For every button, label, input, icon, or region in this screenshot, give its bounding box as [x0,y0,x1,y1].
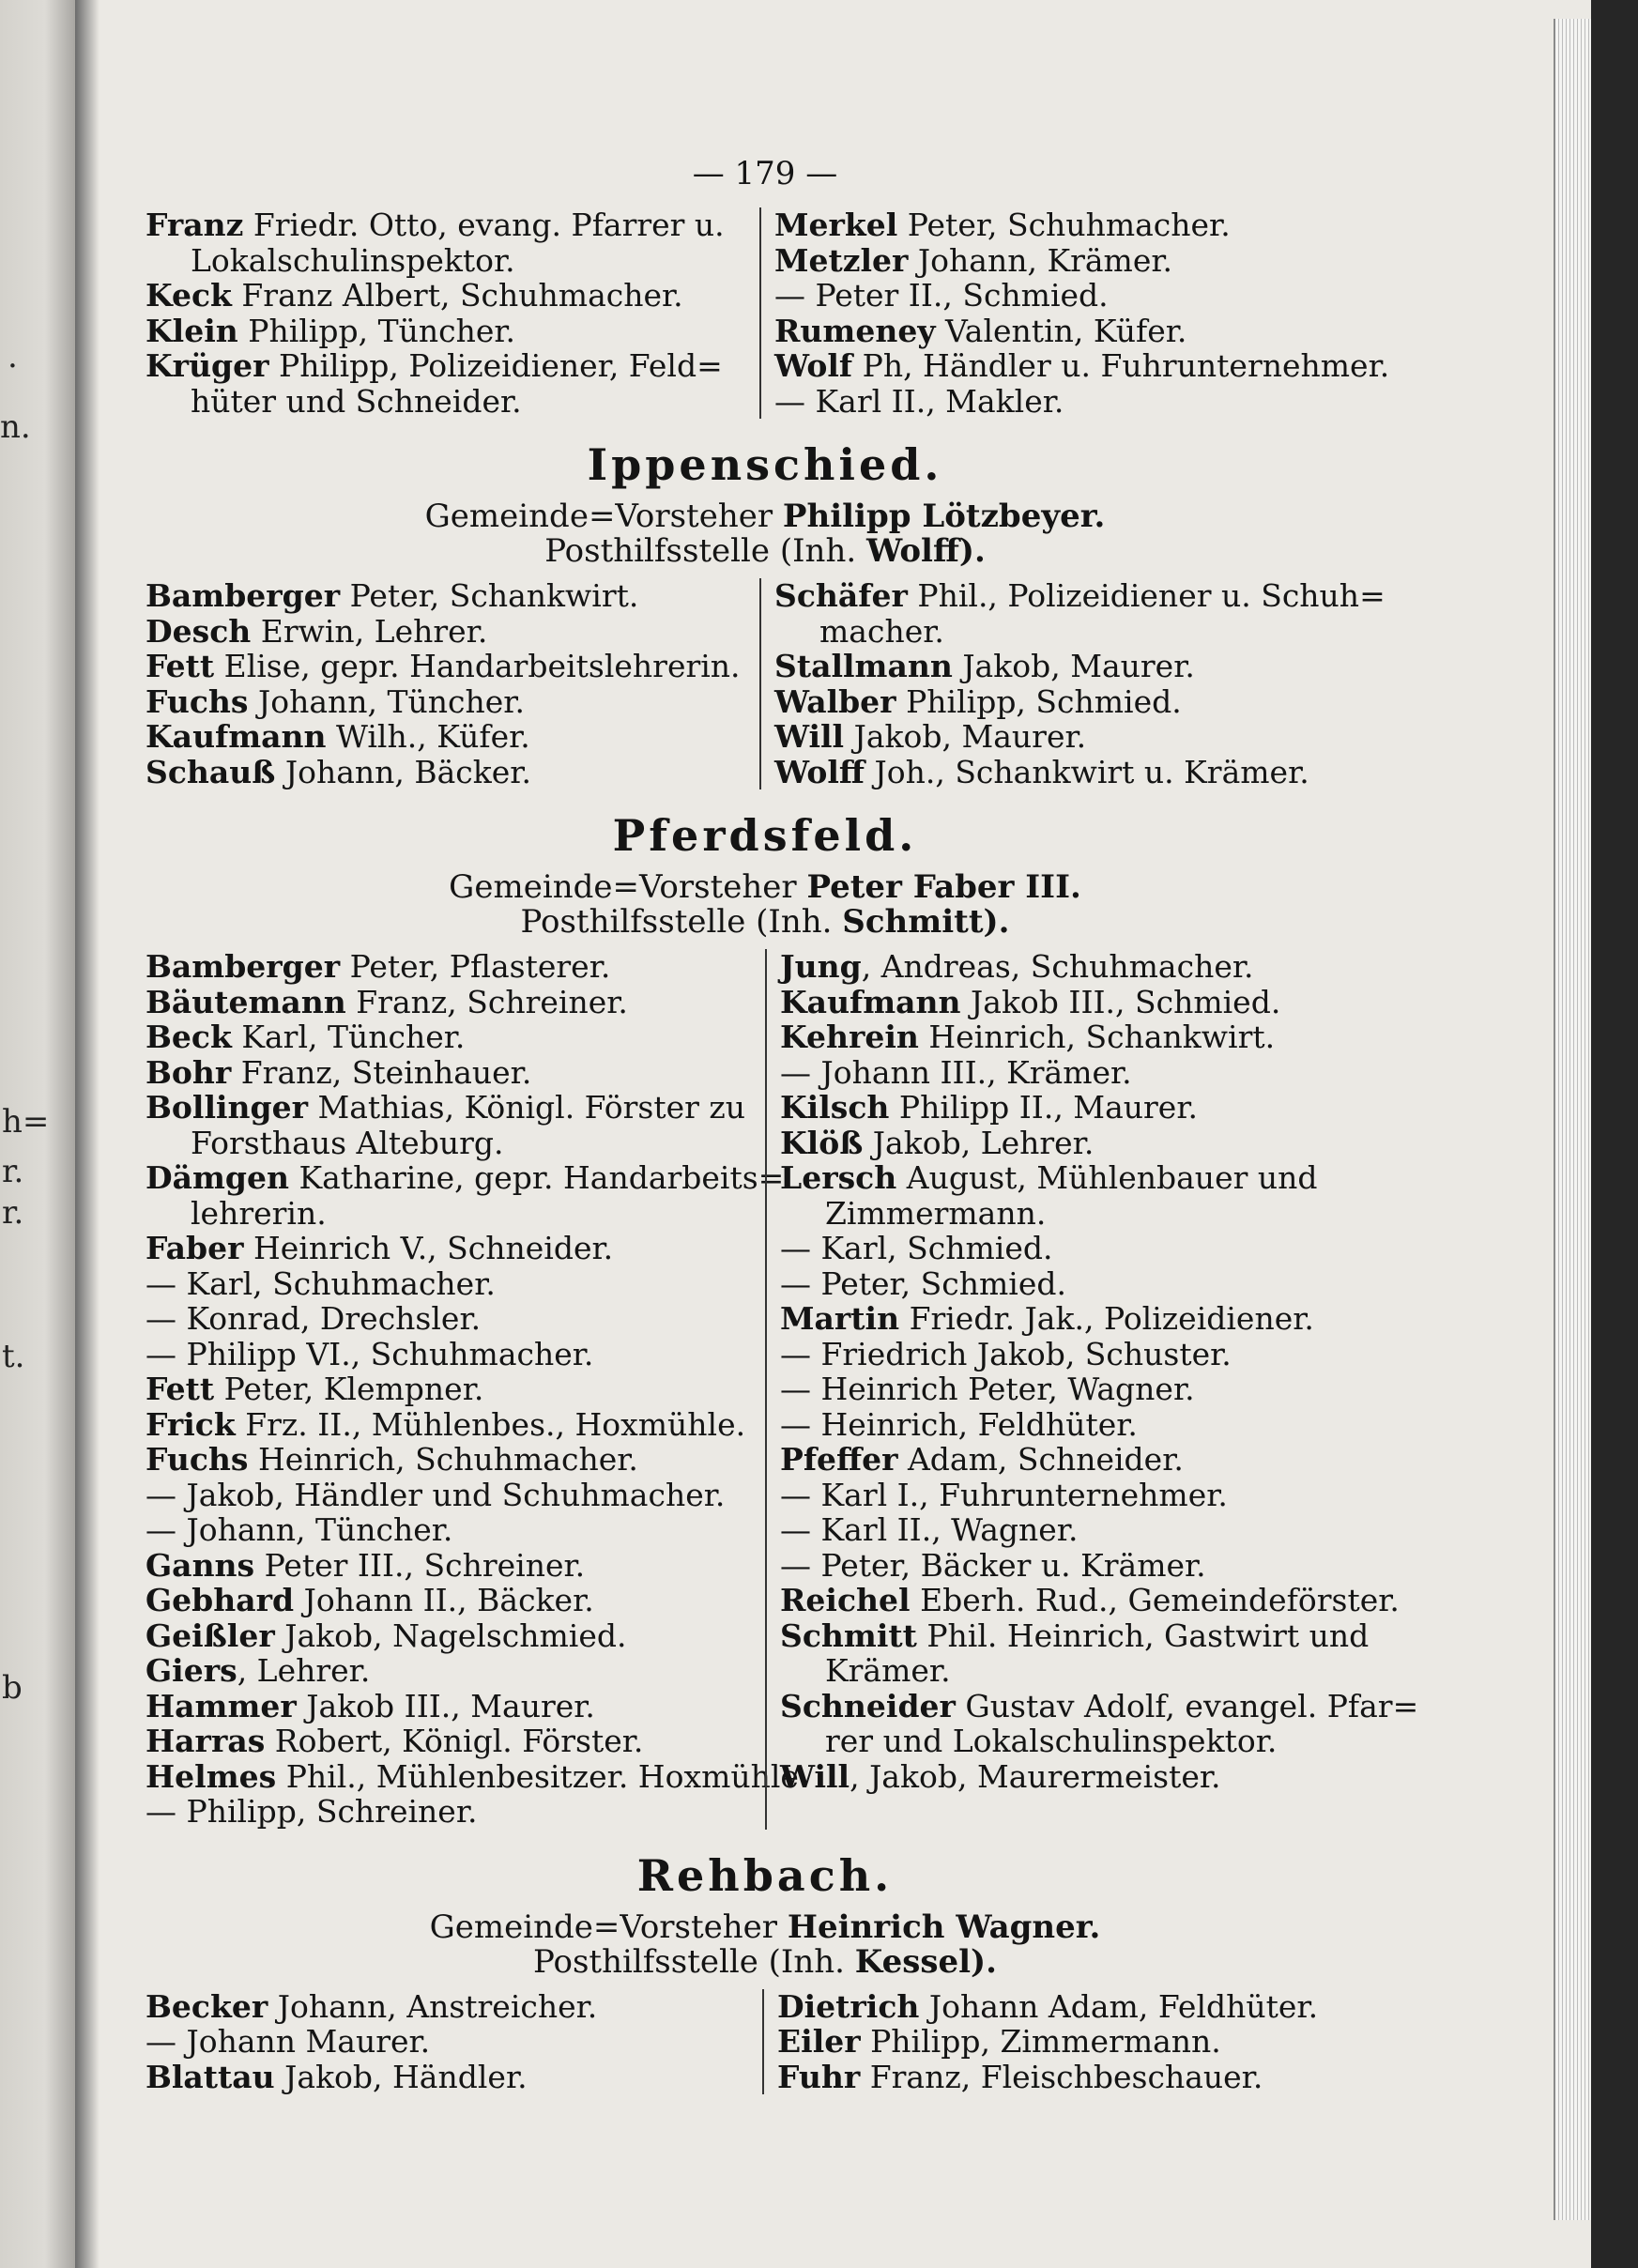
directory-entry [145,384,750,420]
entry-surname: Lersch [780,1159,897,1196]
directory-entry [145,1231,756,1266]
entry-details: Philipp, Zimmermann. [860,2023,1221,2060]
entry-details: , Jakob, Maurermeister. [850,1757,1221,1795]
directory-entry [145,1757,799,1795]
entry-details: Johann, Tüncher. [248,682,525,720]
entry-details: Jakob, Händler. [274,2058,528,2095]
residents-columns [145,578,1385,789]
directory-entry [774,755,1385,790]
entry-surname: Frick [145,1405,236,1443]
directory-entry [774,649,1385,684]
entry-surname: Fett [145,648,215,684]
residents-right-column [765,948,1419,1830]
entry-surname: Hammer [145,1687,297,1724]
directory-entry [780,1687,1419,1724]
entry-details: , Lehrer. [237,1652,371,1689]
directory-entry [145,314,750,349]
entry-surname: Krüger [145,347,269,384]
entry-details: — Jakob, Händler und Schuhmacher. [145,1476,726,1513]
entry-surname: Harras [145,1723,266,1759]
prev-page-fragment: . [8,338,18,375]
entry-details: Elise, gepr. Handarbeitslehrerin. [214,648,741,684]
entry-details: — Johann III., Krämer. [780,1053,1132,1091]
entry-surname: Becker [145,1987,268,2025]
entry-details: — Karl, Schuhmacher. [145,1264,496,1302]
entry-surname: Beck [145,1019,232,1055]
entry-details: Mathias, Königl. Förster zu [307,1089,746,1126]
entry-details: Philipp, Schmied. [896,682,1182,720]
directory-entry [145,1548,756,1584]
entry-details: Johann, Krämer. [908,241,1173,279]
directory-entry [777,2060,1385,2095]
directory-entry [780,1196,1390,1232]
entry-details: Katharine, gepr. Handarbeits= [288,1159,785,1196]
directory-entry [145,1055,756,1091]
residents-right-column [762,1989,1385,2095]
post-office-line [145,905,1385,940]
directory-entry [774,314,1385,349]
entry-surname: Fuchs [145,682,249,720]
entry-details: — Johann, Tüncher. [145,1511,453,1548]
entry-details: Philipp, Polizeidiener, Feld= [268,347,723,384]
village-section [145,1850,1385,2095]
directory-entry [780,1019,1390,1055]
directory-entry [145,1090,756,1126]
directory-entry [780,1407,1390,1443]
entry-details: Gustav Adolf, evangel. Pfar= [955,1687,1419,1724]
directory-entry [145,1407,756,1443]
residents-left-column [145,578,759,789]
post-office-holder: Kessel). [854,1942,997,1981]
page-number: — 179 — [692,155,838,192]
entry-details: — Heinrich, Feldhüter. [780,1405,1138,1443]
entry-details: Joh., Schankwirt u. Krämer. [865,753,1309,790]
directory-entry [774,207,1385,243]
directory-entry [145,1196,756,1232]
top-block [145,207,1390,420]
page-content [145,155,1419,2095]
entry-details: Karl, Tüncher. [231,1019,466,1055]
mayor-line [145,1910,1385,1945]
entry-surname: Rumeney [774,312,936,349]
mayor-name: Heinrich Wagner. [787,1908,1101,1946]
entry-surname: Faber [145,1230,244,1266]
directory-entry [780,1090,1390,1126]
directory-entry [780,1582,1400,1618]
entry-surname: Will [774,718,845,755]
residents-columns [145,1989,1385,2095]
directory-entry [780,1442,1390,1478]
directory-entry [145,649,750,684]
entry-details: — Konrad, Drechsler. [145,1300,482,1337]
directory-entry [145,1583,756,1618]
village-section [145,439,1385,789]
post-office-label: Posthilfsstelle (Inh. [544,532,866,570]
entry-surname: Walber [774,682,896,720]
entry-surname: Bohr [145,1053,232,1091]
entry-surname: Geißler [145,1617,275,1654]
entry-details: Philipp, Tüncher. [237,312,516,349]
directory-entry [780,1301,1390,1337]
entry-details: lehrerin. [191,1194,327,1232]
entry-details: — Heinrich Peter, Wagner. [780,1371,1195,1407]
sections [145,439,1419,2095]
entry-details: — Philipp, Schreiner. [145,1793,478,1830]
entry-surname: Klöß [780,1124,864,1161]
entry-details: — Friedrich Jakob, Schuster. [780,1335,1232,1372]
entry-details: — Karl, Schmied. [780,1230,1053,1266]
directory-entry [145,1126,756,1161]
entry-details: Jakob, Maurer. [844,718,1087,755]
residents-right-column [759,578,1385,789]
entry-details: Peter III., Schreiner. [254,1546,586,1584]
directory-entry [774,278,1385,314]
entry-surname: Bollinger [145,1089,308,1126]
directory-entry [145,2024,753,2060]
directory-entry [145,207,750,243]
entry-details: Valentin, Küfer. [935,312,1187,349]
entry-details: Jakob III., Maurer. [296,1687,595,1724]
entry-details: Peter, Klempner. [214,1371,484,1407]
book-cover-edge [1591,0,1638,2268]
directory-entry [145,719,750,755]
entry-surname: Fett [145,1371,215,1407]
entry-surname: Desch [145,612,252,650]
directory-entry [774,614,1385,650]
entry-details: Wilh., Küfer. [326,718,530,755]
directory-entry [777,1989,1385,2025]
directory-entry [780,1055,1390,1091]
entry-surname: Reichel [780,1582,911,1618]
entry-surname: Kilsch [780,1089,890,1126]
directory-entry [145,1478,756,1513]
entry-details: Johann, Bäcker. [275,753,531,790]
directory-entry [145,1689,756,1724]
entry-surname: Eiler [777,2023,861,2060]
entry-surname: Jung [780,948,862,985]
directory-entry [774,384,1385,420]
entry-surname: Fuchs [145,1441,249,1478]
entry-surname: Stallmann [774,648,953,684]
entry-details: Franz, Steinhauer. [231,1053,532,1091]
entry-details: Philipp II., Maurer. [889,1089,1198,1126]
entry-details: Phil., Mühlenbesitzer. Hoxmühle [276,1757,799,1795]
entry-surname: Giers [145,1652,237,1689]
entry-details: Peter, Pflasterer. [340,948,611,985]
entry-details: Phil., Polizeidiener u. Schuh= [907,577,1385,614]
entry-details: Johann II., Bäcker. [294,1582,594,1618]
directory-entry [780,985,1390,1020]
directory-entry [780,1512,1390,1548]
entry-surname: Klein [145,312,238,349]
directory-entry [145,614,750,650]
directory-entry [780,1372,1390,1407]
directory-entry [145,1724,756,1759]
post-office-label: Posthilfsstelle (Inh. [520,903,843,941]
entry-details: Robert, Königl. Förster. [265,1723,644,1759]
entry-surname: Helmes [145,1757,277,1795]
entry-details: Johann Adam, Feldhüter. [919,1987,1319,2025]
entry-details: Eberh. Rud., Gemeindeförster. [910,1582,1400,1618]
directory-entry [145,578,750,614]
entry-details: Franz Albert, Schuhmacher. [231,277,683,314]
directory-entry [145,1159,785,1196]
entry-surname: Bamberger [145,577,341,614]
directory-entry [780,1478,1390,1513]
mayor-line [145,499,1385,534]
directory-entry [774,243,1385,279]
entry-details: , Andreas, Schuhmacher. [861,948,1254,985]
prev-page-fragment: n. [0,408,31,446]
entry-surname: Dämgen [145,1159,289,1196]
top-block-right-column [759,207,1390,420]
entry-surname: Pfeffer [780,1441,898,1478]
entry-surname: Schäfer [774,577,908,614]
entry-details: macher. [819,612,944,650]
prev-page-fragment: r. [2,1194,24,1232]
entry-details: Johann, Anstreicher. [268,1987,598,2025]
post-office-holder: Wolff). [865,532,986,570]
entry-surname: Bäutemann [145,983,346,1020]
entry-details: — Karl II., Wagner. [780,1511,1079,1548]
directory-entry [145,1794,756,1830]
directory-entry [777,2024,1385,2060]
entry-details: — Philipp VI., Schuhmacher. [145,1335,594,1372]
entry-surname: Wolff [774,753,865,790]
directory-entry [145,1019,756,1055]
residents-left-column [145,948,799,1830]
directory-entry [145,1372,756,1407]
directory-entry [145,949,756,985]
directory-entry [780,1759,1390,1795]
entry-details: Friedr. Jak., Polizeidiener. [899,1300,1314,1337]
prev-page-fragment: b [2,1669,23,1707]
entry-details: rer und Lokalschulinspektor. [825,1723,1278,1759]
post-office-holder: Schmitt). [842,903,1010,941]
village-title: Ippenschied. [587,439,943,490]
directory-entry [145,1653,756,1689]
entry-details: Franz, Fleischbeschauer. [860,2058,1263,2095]
entry-details: Frz. II., Mühlenbes., Hoxmühle. [235,1405,746,1443]
entry-surname: Kaufmann [780,983,961,1020]
mayor-name: Peter Faber III. [806,868,1081,906]
village-title: Pferdsfeld. [612,810,918,861]
directory-entry [145,1618,756,1654]
entry-surname: Franz [145,207,244,243]
entry-details: hüter und Schneider. [191,382,522,420]
post-office-label: Posthilfsstelle (Inh. [533,1942,855,1981]
entry-details: — Peter, Bäcker u. Krämer. [780,1546,1206,1584]
gutter-shadow [75,0,100,2268]
entry-details: August, Mühlenbauer und [896,1159,1318,1196]
directory-entry [780,1231,1390,1266]
directory-entry [780,1724,1390,1759]
village-title: Rehbach. [636,1849,894,1901]
directory-entry [780,1126,1390,1161]
mayor-label: Gemeinde=Vorsteher [429,1908,788,1946]
directory-entry [145,348,750,384]
post-office-line [145,534,1385,569]
post-office-line [145,1942,1385,1981]
entry-surname: Kehrein [780,1019,919,1055]
page-edges [1554,19,1591,2220]
entry-surname: Dietrich [777,1987,920,2025]
entry-surname: Merkel [774,207,898,243]
entry-surname: Blattau [145,2058,275,2095]
prev-page-fragment: r. [2,1153,24,1190]
entry-details: Erwin, Lehrer. [251,612,488,650]
entry-surname: Bamberger [145,948,341,985]
entry-details: Heinrich, Schuhmacher. [248,1441,638,1478]
mayor-line [145,870,1385,905]
entry-details: — Karl I., Fuhrunternehmer. [780,1476,1228,1513]
directory-entry [145,1442,756,1478]
directory-entry [780,1337,1390,1372]
directory-entry [145,1337,756,1372]
entry-details: Peter, Schankwirt. [340,577,639,614]
directory-entry [774,347,1390,384]
entry-surname: Keck [145,277,232,314]
entry-surname: Wolf [774,347,853,384]
prev-page-fragment: h= [2,1103,50,1141]
directory-entry [780,1548,1390,1584]
directory-entry [145,1989,753,2025]
directory-entry [145,1512,756,1548]
entry-details: — Karl II., Makler. [774,382,1064,420]
directory-entry [780,1160,1390,1196]
entry-details: Ph, Händler u. Fuhrunternehmer. [852,347,1390,384]
entry-details: Peter, Schuhmacher. [897,207,1231,243]
entry-details: Heinrich V., Schneider. [243,1230,614,1266]
residents-left-column [145,1989,762,2095]
entry-surname: Ganns [145,1546,255,1584]
entry-details: Phil. Heinrich, Gastwirt und [916,1617,1370,1654]
entry-surname: Fuhr [777,2058,861,2095]
prev-page-fragment: t. [2,1338,25,1375]
residents-columns [145,948,1419,1830]
mayor-label: Gemeinde=Vorsteher [424,498,783,535]
directory-entry [145,2060,753,2095]
entry-details: — Johann Maurer. [145,2023,431,2060]
entry-details: Franz, Schreiner. [345,983,628,1020]
directory-entry [780,1653,1390,1689]
entry-details: — Peter II., Schmied. [774,277,1109,314]
directory-entry [145,278,750,314]
directory-entry [780,1618,1390,1654]
mayor-label: Gemeinde=Vorsteher [449,868,807,906]
entry-details: Forsthaus Alteburg. [191,1124,504,1161]
entry-details: Friedr. Otto, evang. Pfarrer u. [243,207,725,243]
entry-surname: Schauß [145,753,276,790]
mayor-name: Philipp Lötzbeyer. [782,498,1106,535]
directory-entry [774,719,1385,755]
entry-details: Heinrich, Schankwirt. [918,1019,1276,1055]
entry-details: Jakob, Nagelschmied. [274,1617,627,1654]
village-section [145,810,1419,1830]
directory-entry [145,684,750,720]
directory-entry [774,684,1385,720]
entry-details: Zimmermann. [825,1194,1047,1232]
entry-surname: Martin [780,1300,900,1337]
directory-entry [780,949,1390,985]
entry-details: Jakob, Lehrer. [863,1124,1095,1161]
entry-surname: Will [780,1757,850,1795]
directory-entry [145,1266,756,1302]
entry-details: Lokalschulinspektor. [191,241,515,279]
top-block-left-column [145,207,759,419]
entry-details: Adam, Schneider. [897,1441,1184,1478]
directory-entry [145,243,750,279]
entry-surname: Kaufmann [145,718,327,755]
entry-details: — Peter, Schmied. [780,1264,1066,1302]
directory-entry [780,1266,1390,1302]
entry-details: Krämer. [825,1652,951,1689]
directory-entry [145,1301,756,1337]
directory-entry [774,578,1385,614]
entry-details: Jakob, Maurer. [952,648,1195,684]
directory-entry [145,985,756,1020]
entry-surname: Gebhard [145,1582,295,1618]
entry-surname: Metzler [774,241,909,279]
directory-entry [145,755,750,790]
entry-surname: Schneider [780,1687,956,1724]
entry-details: Jakob III., Schmied. [960,983,1281,1020]
entry-surname: Schmitt [780,1617,917,1654]
previous-page-edge [0,0,75,2268]
